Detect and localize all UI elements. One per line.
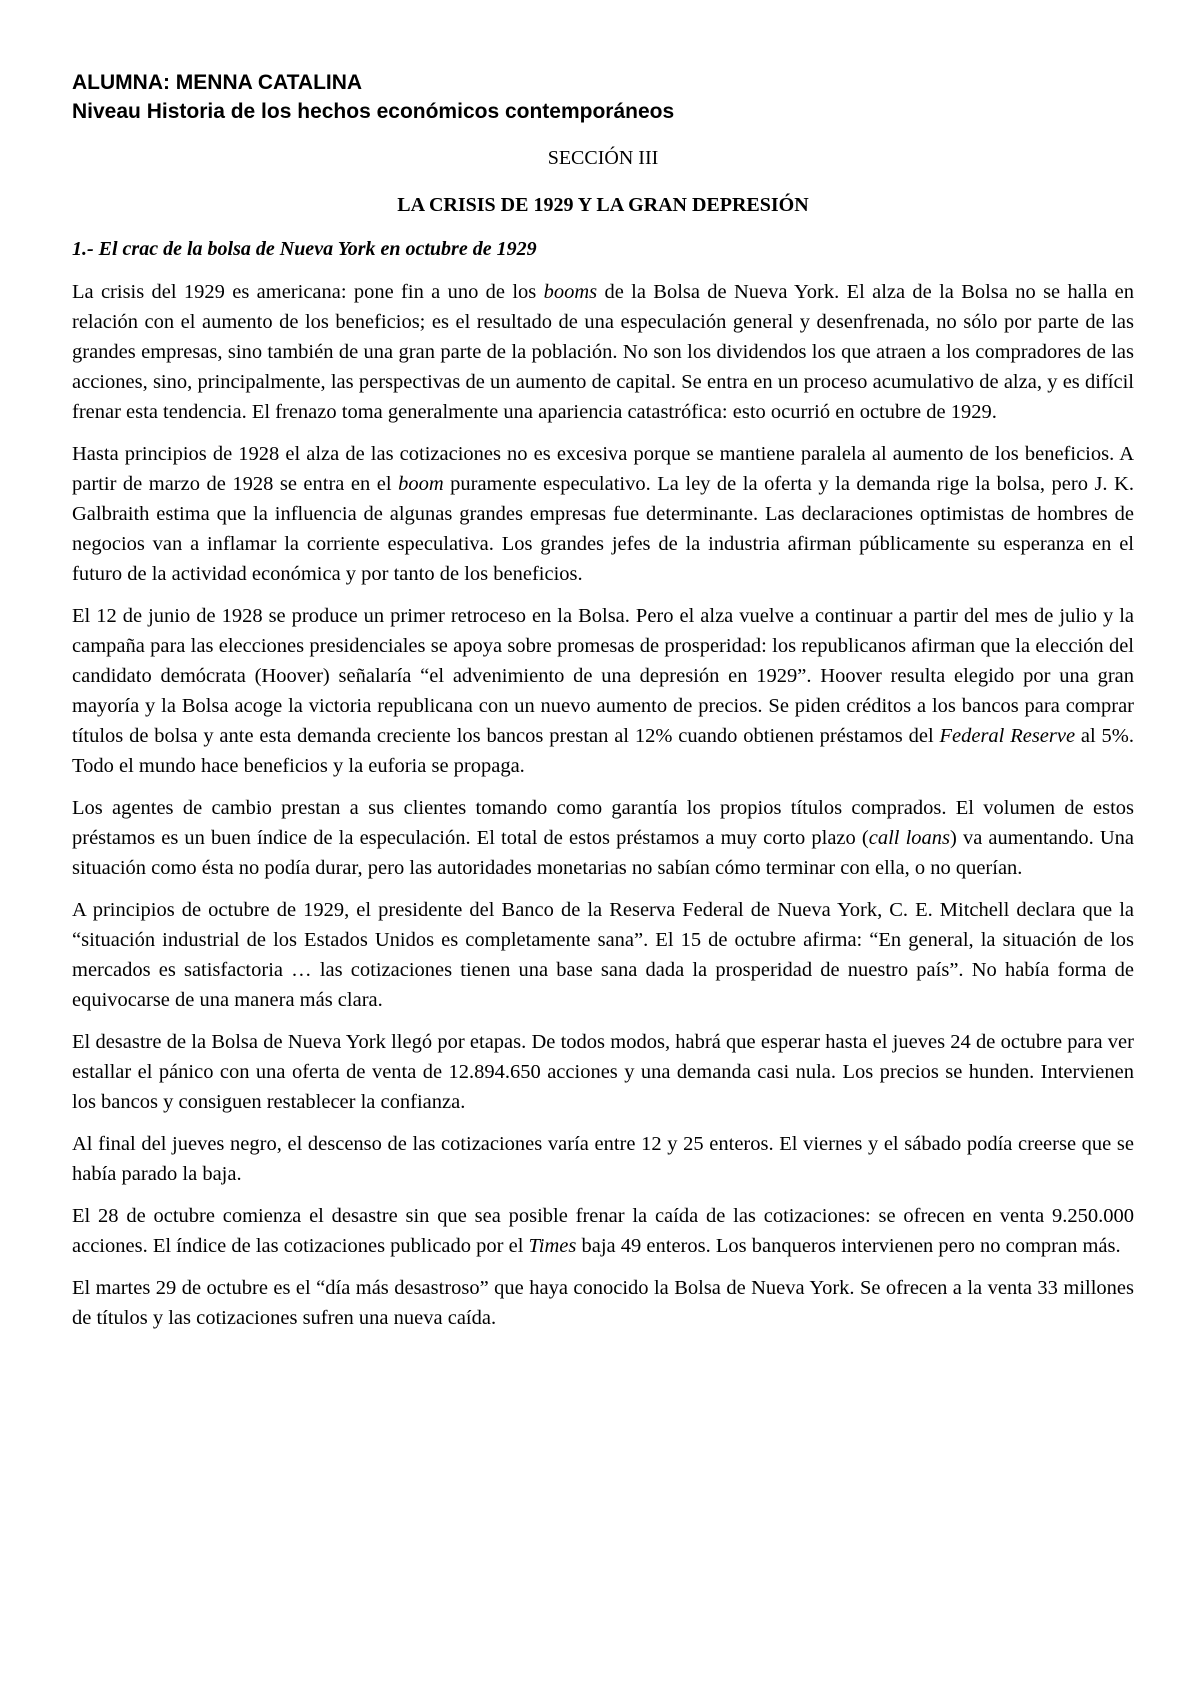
paragraph-text: puramente especulativo. La ley de la oferta y la demanda rige la bolsa, pero J. K. Galbraith estima que la influencia de algunas grandes empresas fue determinante. Las declaraciones optimistas de hombres de negocios van a inflamar la corriente especulativa. Los grandes jefes de la industria afirman públicamente su esperanza en el futuro de la actividad económica y por tanto de los beneficios.	[72, 473, 1134, 585]
italic-term: Federal Reserve	[939, 725, 1076, 747]
paragraph-text: Hasta principios de 1928 el alza de las cotizaciones no es excesiva porque se mantiene paralela al aumento de los beneficios. A partir de marzo de 1928 se entra en el	[72, 443, 1134, 495]
italic-term: Times	[528, 1235, 577, 1257]
document-title: LA CRISIS DE 1929 Y LA GRAN DEPRESIÓN	[397, 194, 809, 216]
paragraph-9: El martes 29 de octubre es el “día más desastroso” que haya conocido la Bolsa de Nueva York. Se ofrecen a la venta 33 millones de títulos y las cotizaciones sufren una nueva caída.	[72, 1277, 1134, 1329]
paragraph-text: baja 49 enteros. Los banqueros intervienen pero no compran más.	[576, 1235, 1121, 1257]
paragraph-3	[72, 601, 1134, 781]
italic-term: booms	[543, 281, 598, 303]
italic-term: call loans	[868, 827, 950, 849]
paragraph-6: El desastre de la Bolsa de Nueva York llegó por etapas. De todos modos, habrá que esperar hasta el jueves 24 de octubre para ver estallar el pánico con una oferta de venta de 12.894.650 acciones y una demanda casi nula. Los precios se hunden. Intervienen los bancos y consiguen restablecer la confianza.	[72, 1031, 1134, 1113]
italic-term: boom	[398, 473, 444, 495]
section-label: SECCIÓN III	[547, 147, 659, 169]
student-name: ALUMNA: MENNA CATALINA	[72, 71, 363, 94]
paragraph-text: de la Bolsa de Nueva York. El alza de la Bolsa no se halla en relación con el aumento de los beneficios; es el resultado de una especulación general y desenfrenada, no sólo por parte de las grandes empresas, sino también de una gran parte de la población. No son los dividendos los que atraen a los compradores de las acciones, sino, principalmente, las perspectivas de un aumento de capital. Se entra en un proceso acumulativo de alza, y es difícil frenar esta tendencia. El frenazo toma generalmente una apariencia catastrófica: esto ocurrió en octubre de 1929.	[72, 281, 1134, 423]
course-name: Niveau Historia de los hechos económicos contemporáneos	[72, 100, 675, 123]
section-subheading: 1.- El crac de la bolsa de Nueva York en octubre de 1929	[72, 238, 537, 260]
document-page	[72, 68, 1134, 1333]
paragraph-text: al 5%. Todo el mundo hace beneficios y la euforia se propaga.	[72, 725, 1134, 777]
paragraph-7: Al final del jueves negro, el descenso de las cotizaciones varía entre 12 y 25 enteros. El viernes y el sábado podía creerse que se había parado la baja.	[72, 1133, 1134, 1185]
paragraph-text: El 28 de octubre comienza el desastre sin que sea posible frenar la caída de las cotizaciones: se ofrecen en venta 9.250.000 acciones. El índice de las cotizaciones publicado por el	[72, 1205, 1134, 1257]
paragraph-4	[72, 793, 1134, 883]
paragraph-text: El 12 de junio de 1928 se produce un primer retroceso en la Bolsa. Pero el alza vuelve a continuar a partir del mes de julio y la campaña para las elecciones presidenciales se apoya sobre promesas de prosperidad: los republicanos afirman que la elección del candidato demócrata (Hoover) señalaría “el advenimiento de una depresión en 1929”. Hoover resulta elegido por una gran mayoría y la Bolsa acoge la victoria republicana con un nuevo aumento de precios. Se piden créditos a los bancos para comprar títulos de bolsa y ante esta demanda creciente los bancos prestan al 12% cuando obtienen préstamos del	[72, 605, 1134, 747]
paragraph-text: ) va aumentando. Una situación como ésta no podía durar, pero las autoridades monetarias no sabían cómo terminar con ella, o no querían.	[72, 827, 1134, 879]
paragraph-8	[72, 1201, 1134, 1261]
paragraph-text: La crisis del 1929 es americana: pone fin a uno de los	[72, 281, 544, 303]
paragraph-2	[72, 439, 1134, 589]
paragraph-1	[72, 277, 1134, 427]
paragraph-text: Los agentes de cambio prestan a sus clientes tomando como garantía los propios títulos comprados. El volumen de estos préstamos es un buen índice de la especulación. El total de estos préstamos a muy corto plazo (	[72, 797, 1134, 849]
paragraph-5: A principios de octubre de 1929, el presidente del Banco de la Reserva Federal de Nueva York, C. E. Mitchell declara que la “situación industrial de los Estados Unidos es completamente sana”. El 15 de octubre afirma: “En general, la situación de los mercados es satisfactoria … las cotizaciones tienen una base sana dada la prosperidad de nuestro país”. No había forma de equivocarse de una manera más clara.	[72, 899, 1134, 1011]
